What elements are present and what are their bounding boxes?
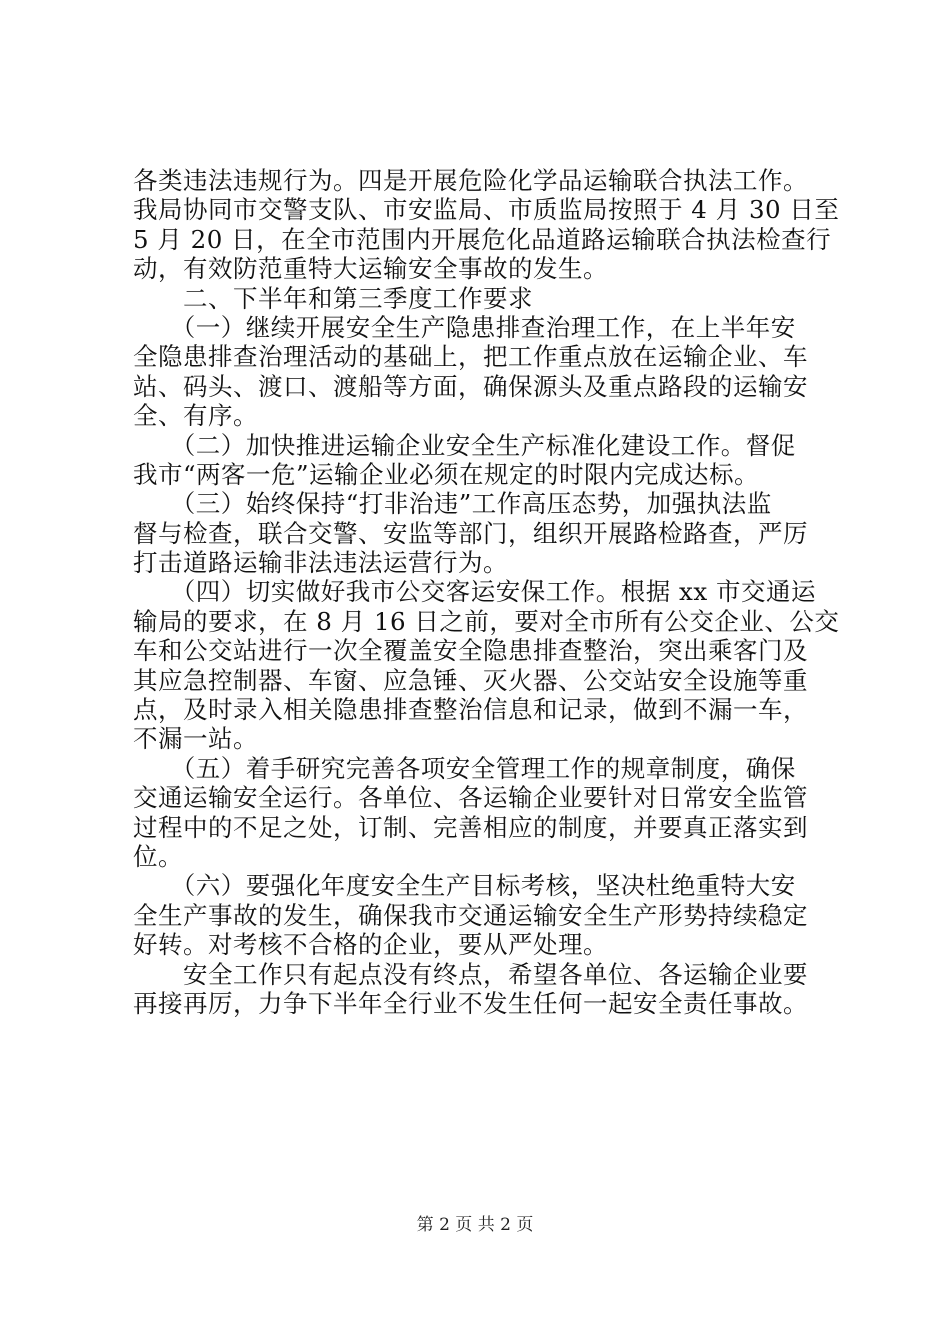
text-line: （二）加快推进运输企业安全生产标准化建设工作。督促 [133,430,796,460]
text-line: 过程中的不足之处，订制、完善相应的制度，并要真正落实到 [133,812,808,842]
text-line: （四）切实做好我市公交客运安保工作。根据 xx 市交通运 [133,577,816,607]
section-heading: 二、下半年和第三季度工作要求 [133,283,533,313]
text-line: （六）要强化年度安全生产目标考核，坚决杜绝重特大安 [133,871,796,901]
text-line: 安全工作只有起点没有终点，希望各单位、各运输企业要 [133,959,808,989]
text-line: 不漏一站。 [133,724,258,754]
text-line: 全隐患排查治理活动的基础上，把工作重点放在运输企业、车 [133,342,808,372]
text-line: 5 月 20 日，在全市范围内开展危化品道路运输联合执法检查行 [133,224,832,254]
text-line: 各类违法违规行为。四是开展危险化学品运输联合执法工作。 [133,166,808,195]
text-line: 交通运输安全运行。各单位、各运输企业要针对日常安全监管 [133,783,808,813]
text-line: （三）始终保持“打非治违”工作高压态势，加强执法监 [133,489,772,519]
text-line: 站、码头、渡口、渡船等方面，确保源头及重点路段的运输安 [133,371,808,401]
text-line: 再接再厉，力争下半年全行业不发生任何一起安全责任事故。 [133,988,808,1018]
text-line: 督与检查，联合交警、安监等部门，组织开展路检路查，严厉 [133,518,808,548]
text-line: 打击道路运输非法违法运营行为。 [133,548,508,578]
page-footer: 第 2 页 共 2 页 [416,1215,534,1235]
text-line: 其应急控制器、车窗、应急锤、灭火器、公交站安全设施等重 [133,665,808,695]
text-line: 全生产事故的发生，确保我市交通运输安全生产形势持续稳定 [133,900,808,930]
text-line: 好转。对考核不合格的企业，要从严处理。 [133,930,608,960]
text-line: 输局的要求，在 8 月 16 日之前，要对全市所有公交企业、公交 [133,606,840,636]
text-line: 我市“两客一危”运输企业必须在规定的时限内完成达标。 [133,459,760,489]
text-line: 全、有序。 [133,401,258,431]
text-line: （五）着手研究完善各项安全管理工作的规章制度，确保 [133,753,796,783]
text-line: 我局协同市交警支队、市安监局、市质监局按照于 4 月 30 日至 [133,195,840,225]
document-body [133,166,840,1018]
text-line: 点，及时录入相关隐患排查整治信息和记录，做到不漏一车， [133,695,808,725]
text-line: 动，有效防范重特大运输安全事故的发生。 [133,254,608,284]
text-line: 位。 [133,841,183,871]
text-line: 车和公交站进行一次全覆盖安全隐患排查整治，突出乘客门及 [133,636,808,666]
text-line: （一）继续开展安全生产隐患排查治理工作，在上半年安 [133,312,796,342]
